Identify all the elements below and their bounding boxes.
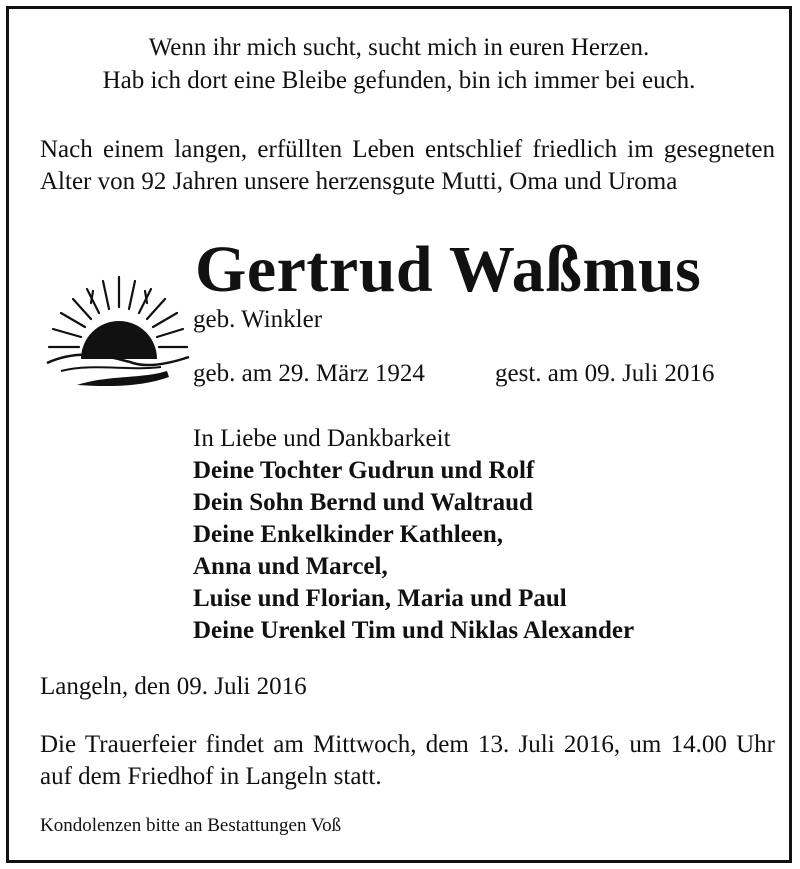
mourner-line: Deine Enkelkinder Kathleen, [193,521,503,548]
mourner-line: Anna und Marcel, [193,553,388,580]
mourners-list [193,423,634,647]
sunset-over-hills-icon [37,267,201,397]
mourner-line: Luise und Florian, Maria und Paul [193,585,567,612]
motto [9,31,789,97]
mourner-line: Dein Sohn Bernd und Waltraud [193,489,533,516]
condolences-note: Kondolenzen bitte an Bestattungen Voß [40,815,342,836]
motto-line-1: Wenn ihr mich sucht, sucht mich in euren Herzen. [148,34,650,61]
intro-text: Nach einem langen, erfüllten Leben entschlief friedlich im gesegneten Alter von 92 Jahren unsere herzensgute Mutti, Oma und Uroma [40,136,775,195]
deceased-name: Gertrud Waßmus [195,233,702,306]
mourner-line: Deine Tochter Gudrun und Rolf [193,457,535,484]
place-date: Langeln, den 09. Juli 2016 [40,673,307,700]
mourner-line: Deine Urenkel Tim und Niklas Alexander [193,617,635,644]
death-date: gest. am 09. Juli 2016 [495,360,715,387]
funeral-info: Die Trauerfeier findet am Mittwoch, dem 13. Juli 2016, um 14.00 Uhr auf dem Friedhof in Langeln statt. [40,731,775,790]
obituary-notice [6,6,792,863]
motto-line-2: Hab ich dort eine Bleibe gefunden, bin ich immer bei euch. [102,67,696,94]
life-dates [193,358,753,390]
maiden-name: geb. Winkler [193,306,323,333]
mourners-lead: In Liebe und Dankbarkeit [193,425,451,452]
birth-date: geb. am 29. März 1924 [193,360,425,387]
